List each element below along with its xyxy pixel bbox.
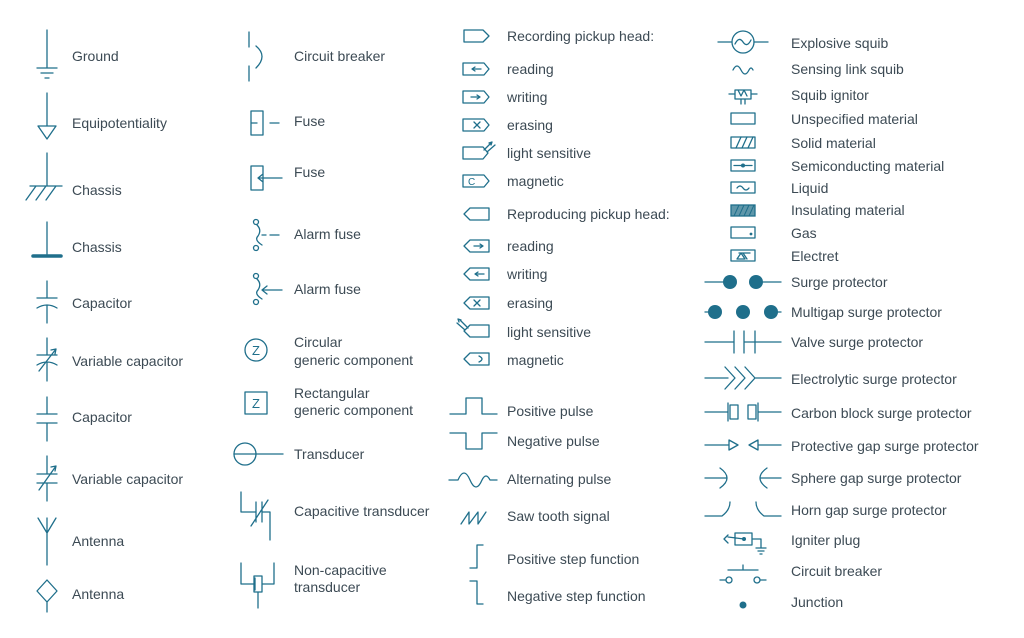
alternating-pulse-icon <box>449 473 497 487</box>
rectangular-component-icon <box>245 392 267 414</box>
rec-erasing-label: erasing <box>507 117 553 133</box>
gas-label: Gas <box>791 225 817 241</box>
fuse-label: Fuse <box>294 113 326 129</box>
rectangular-component-label-line1: Rectangular <box>294 385 370 401</box>
protective-gap-surge-protector-label: Protective gap surge protector <box>791 438 979 454</box>
liquid-icon <box>731 182 755 193</box>
rec-light-sensitive-icon <box>463 142 495 159</box>
igniter-plug-icon <box>724 533 766 554</box>
rep-light-sensitive-label: light sensitive <box>507 324 592 340</box>
junction-icon <box>740 602 747 609</box>
rec-writing-label: writing <box>507 89 548 105</box>
rep-erasing-label: erasing <box>507 295 553 311</box>
horn-gap-surge-protector-icon <box>705 502 781 516</box>
circuit-breaker-4-icon <box>720 565 766 583</box>
rep-erasing-icon <box>464 297 489 309</box>
rec-reading-label: reading <box>507 61 554 77</box>
rep-magnetic-label: magnetic <box>507 352 564 368</box>
rectangular-z-glyph: Z <box>252 396 260 411</box>
solid-material-label: Solid material <box>791 135 876 151</box>
rep-reading-label: reading <box>507 238 554 254</box>
non-capacitive-transducer-label-line2: transducer <box>294 579 361 595</box>
horn-gap-surge-protector-label: Horn gap surge protector <box>791 502 947 518</box>
electret-label: Electret <box>791 248 839 264</box>
equipotentiality-icon <box>38 93 56 139</box>
circular-component-label-line1: Circular <box>294 334 343 350</box>
positive-pulse-icon <box>450 398 497 414</box>
antenna-label: Antenna <box>72 533 125 549</box>
chassis-bar-label: Chassis <box>72 239 122 255</box>
rec-magnetic-icon <box>463 175 489 188</box>
antenna-icon <box>38 518 56 565</box>
gas-icon <box>731 227 755 238</box>
surge-protector-icon <box>705 275 781 289</box>
transducer-icon <box>234 443 283 465</box>
fuse-arrow-label: Fuse <box>294 164 326 180</box>
rec-light-sensitive-label: light sensitive <box>507 145 592 161</box>
semiconducting-material-label: Semiconducting material <box>791 158 945 174</box>
variable-capacitor-label: Variable capacitor <box>72 353 184 369</box>
saw-tooth-icon <box>461 512 486 524</box>
capacitor-icon <box>37 281 57 323</box>
fuse-arrow-icon <box>251 166 282 190</box>
unspecified-material-icon <box>731 113 755 124</box>
circuit-breaker-label: Circuit breaker <box>294 48 386 64</box>
sensing-link-squib-icon <box>733 66 753 74</box>
liquid-label: Liquid <box>791 180 829 196</box>
electret-icon <box>731 250 755 261</box>
rep-magnetic-icon <box>464 353 489 365</box>
circuit-breaker-icon <box>249 32 262 81</box>
squib-ignitor-label: Squib ignitor <box>791 87 869 103</box>
alarm-fuse-label: Alarm fuse <box>294 226 361 242</box>
equipotentiality-label: Equipotentiality <box>72 115 167 131</box>
rec-writing-icon <box>463 91 489 103</box>
transducer-label: Transducer <box>294 446 365 462</box>
rec-reading-icon <box>463 63 489 75</box>
protective-gap-surge-protector-icon <box>705 440 781 450</box>
alarm-fuse-arrow-label: Alarm fuse <box>294 281 361 297</box>
solid-material-icon <box>731 137 755 148</box>
explosive-squib-icon <box>718 31 768 53</box>
multigap-surge-protector-label: Multigap surge protector <box>791 304 942 320</box>
rectangular-component-label-line2: generic component <box>294 402 414 418</box>
alarm-fuse-arrow-icon <box>254 274 283 305</box>
positive-pulse-label: Positive pulse <box>507 403 594 419</box>
valve-surge-protector-label: Valve surge protector <box>791 334 924 350</box>
saw-tooth-label: Saw tooth signal <box>507 508 610 524</box>
insulating-material-label: Insulating material <box>791 202 905 218</box>
variable-capacitor-label: Variable capacitor <box>72 471 184 487</box>
variable-capacitor-icon <box>37 338 57 381</box>
antenna-diamond-label: Antenna <box>72 586 125 602</box>
igniter-plug-label: Igniter plug <box>791 532 861 548</box>
negative-pulse-label: Negative pulse <box>507 433 600 449</box>
insulating-material-icon <box>731 205 755 216</box>
reproducing-head-label: Reproducing pickup head: <box>507 206 670 222</box>
ground-icon <box>37 30 57 78</box>
positive-step-label: Positive step function <box>507 551 640 567</box>
rec-magnetic-label: magnetic <box>507 173 564 189</box>
negative-pulse-icon <box>450 433 497 449</box>
unspecified-material-label: Unspecified material <box>791 111 918 127</box>
sensing-link-squib-label: Sensing link squib <box>791 61 904 77</box>
recording-head-icon <box>464 30 489 42</box>
chassis-icon <box>26 153 62 200</box>
capacitive-transducer-icon <box>241 492 270 540</box>
alarm-fuse-icon <box>254 220 280 251</box>
chassis-label: Chassis <box>72 182 122 198</box>
reproducing-head-icon <box>464 208 489 220</box>
capacitive-transducer-label: Capacitive transducer <box>294 503 430 519</box>
valve-surge-protector-icon <box>705 331 781 353</box>
capacitor-label: Capacitor <box>72 295 132 311</box>
non-capacitive-transducer-icon <box>241 563 274 608</box>
junction-label: Junction <box>791 594 844 610</box>
recording-head-label: Recording pickup head: <box>507 28 655 44</box>
antenna-diamond-icon <box>37 580 57 612</box>
non-capacitive-transducer-label-line1: Non-capacitive <box>294 562 387 578</box>
fuse-icon <box>251 111 279 135</box>
semiconducting-material-icon <box>731 160 755 171</box>
circular-component-label-line2: generic component <box>294 352 414 368</box>
sphere-gap-surge-protector-label: Sphere gap surge protector <box>791 470 962 486</box>
rep-writing-label: writing <box>507 266 548 282</box>
rec-magnetic-c-glyph: C <box>468 177 476 188</box>
rec-erasing-icon <box>463 119 489 131</box>
capacitor-icon <box>37 397 57 441</box>
circuit-breaker-4-label: Circuit breaker <box>791 563 883 579</box>
squib-ignitor-icon <box>729 90 757 104</box>
circular-component-icon <box>245 339 267 361</box>
carbon-block-surge-protector-icon <box>705 403 781 421</box>
surge-protector-label: Surge protector <box>791 274 888 290</box>
alternating-pulse-label: Alternating pulse <box>507 471 612 487</box>
multigap-surge-protector-icon <box>705 305 781 319</box>
negative-step-icon <box>470 581 483 604</box>
rep-writing-icon <box>464 268 489 280</box>
electrolytic-surge-protector-icon <box>705 367 781 389</box>
sphere-gap-surge-protector-icon <box>705 468 781 488</box>
rep-light-sensitive-icon <box>457 319 489 337</box>
positive-step-icon <box>470 545 483 568</box>
negative-step-label: Negative step function <box>507 588 646 604</box>
rep-reading-icon <box>464 240 489 252</box>
explosive-squib-label: Explosive squib <box>791 35 889 51</box>
carbon-block-surge-protector-label: Carbon block surge protector <box>791 405 972 421</box>
chassis-bar-icon <box>33 222 61 256</box>
circular-z-glyph: Z <box>252 343 260 358</box>
ground-label: Ground <box>72 48 119 64</box>
variable-capacitor-icon <box>37 456 57 501</box>
capacitor-label: Capacitor <box>72 409 132 425</box>
electrolytic-surge-protector-label: Electrolytic surge protector <box>791 371 957 387</box>
